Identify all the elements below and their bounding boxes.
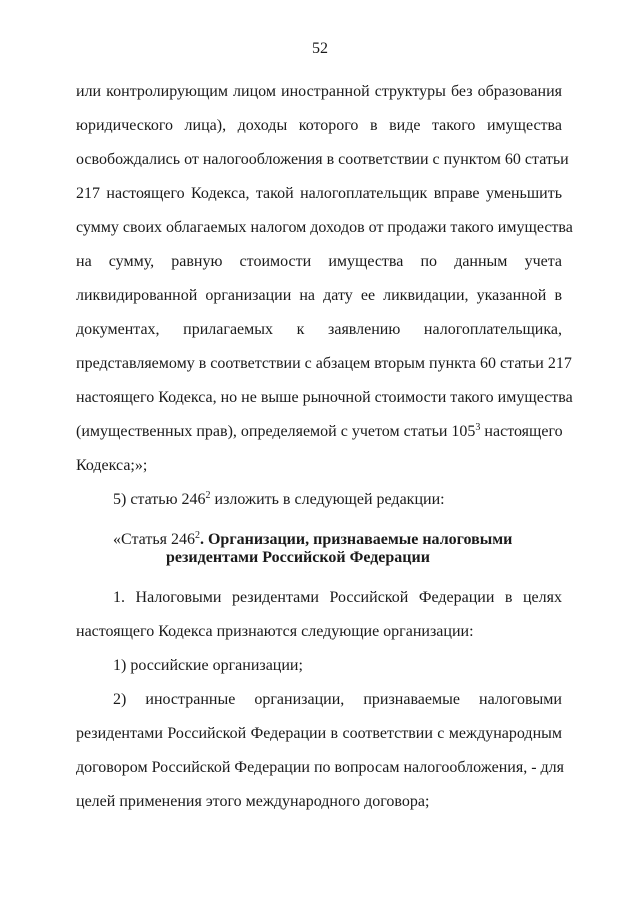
text-line: на сумму, равную стоимости имущества по данным учета	[76, 253, 562, 270]
paragraph-amendment	[76, 483, 562, 517]
article-heading-line-1	[113, 531, 562, 549]
superscript: 3	[475, 422, 481, 433]
body-text	[76, 75, 573, 819]
paragraph-subitem-2	[76, 683, 562, 819]
text-segment: настоящего	[480, 423, 563, 440]
text-line: целей применения этого международного договора;	[76, 793, 430, 810]
text-line: договором Российской Федерации по вопросам налогообложения, - для	[76, 759, 564, 776]
page-number: 52	[312, 40, 328, 57]
text-line: настоящего Кодекса признаются следующие организации:	[76, 623, 474, 640]
article-dot: .	[199, 531, 208, 548]
text-segment: 5) статью 246	[113, 491, 206, 508]
spacer	[76, 567, 562, 581]
superscript: 2	[205, 490, 211, 501]
text-line: документах, прилагаемых к заявлению налогоплательщика,	[76, 321, 562, 338]
text-line: освобождались от налогообложения в соответствии с пунктом 60 статьи	[76, 151, 569, 168]
article-heading	[76, 531, 562, 567]
text-line	[76, 415, 562, 449]
article-title: резидентами Российской Федерации	[166, 549, 430, 566]
article-number: «Статья 246	[113, 531, 195, 548]
text-line: резидентами Российской Федерации в соответствии с международным	[76, 725, 562, 742]
text-line: 217 настоящего Кодекса, такой налогоплательщик вправе уменьшить	[76, 185, 562, 202]
text-line: или контролирующим лицом иностранной структуры без образования	[76, 83, 562, 100]
text-line: сумму своих облагаемых налогом доходов от продажи такого имущества	[76, 219, 573, 236]
article-heading-line-2	[113, 549, 562, 567]
spacer	[76, 517, 562, 531]
text-segment: изложить в следующей редакции:	[210, 491, 445, 508]
text-line: Кодекса;»;	[76, 457, 148, 474]
text-line: представляемому в соответствии с абзацем вторым пункта 60 статьи 217	[76, 355, 572, 372]
paragraph-subitem-1: 1) российские организации;	[113, 657, 303, 674]
text-line: 2) иностранные организации, признаваемые налоговыми	[113, 691, 562, 708]
paragraph-continuation	[76, 75, 573, 483]
article-title: Организации, признаваемые налоговыми	[207, 531, 513, 548]
text-line: юридического лица), доходы которого в виде такого имущества	[76, 117, 562, 134]
superscript: 2	[194, 530, 200, 541]
paragraph-item-1	[76, 581, 562, 649]
text-line: 1. Налоговыми резидентами Российской Федерации в целях	[113, 589, 562, 606]
text-segment: (имущественных прав), определяемой с учетом статьи 105	[76, 423, 476, 440]
text-line: ликвидированной организации на дату ее ликвидации, указанной в	[76, 287, 562, 304]
text-line: настоящего Кодекса, но не выше рыночной стоимости такого имущества	[76, 389, 573, 406]
